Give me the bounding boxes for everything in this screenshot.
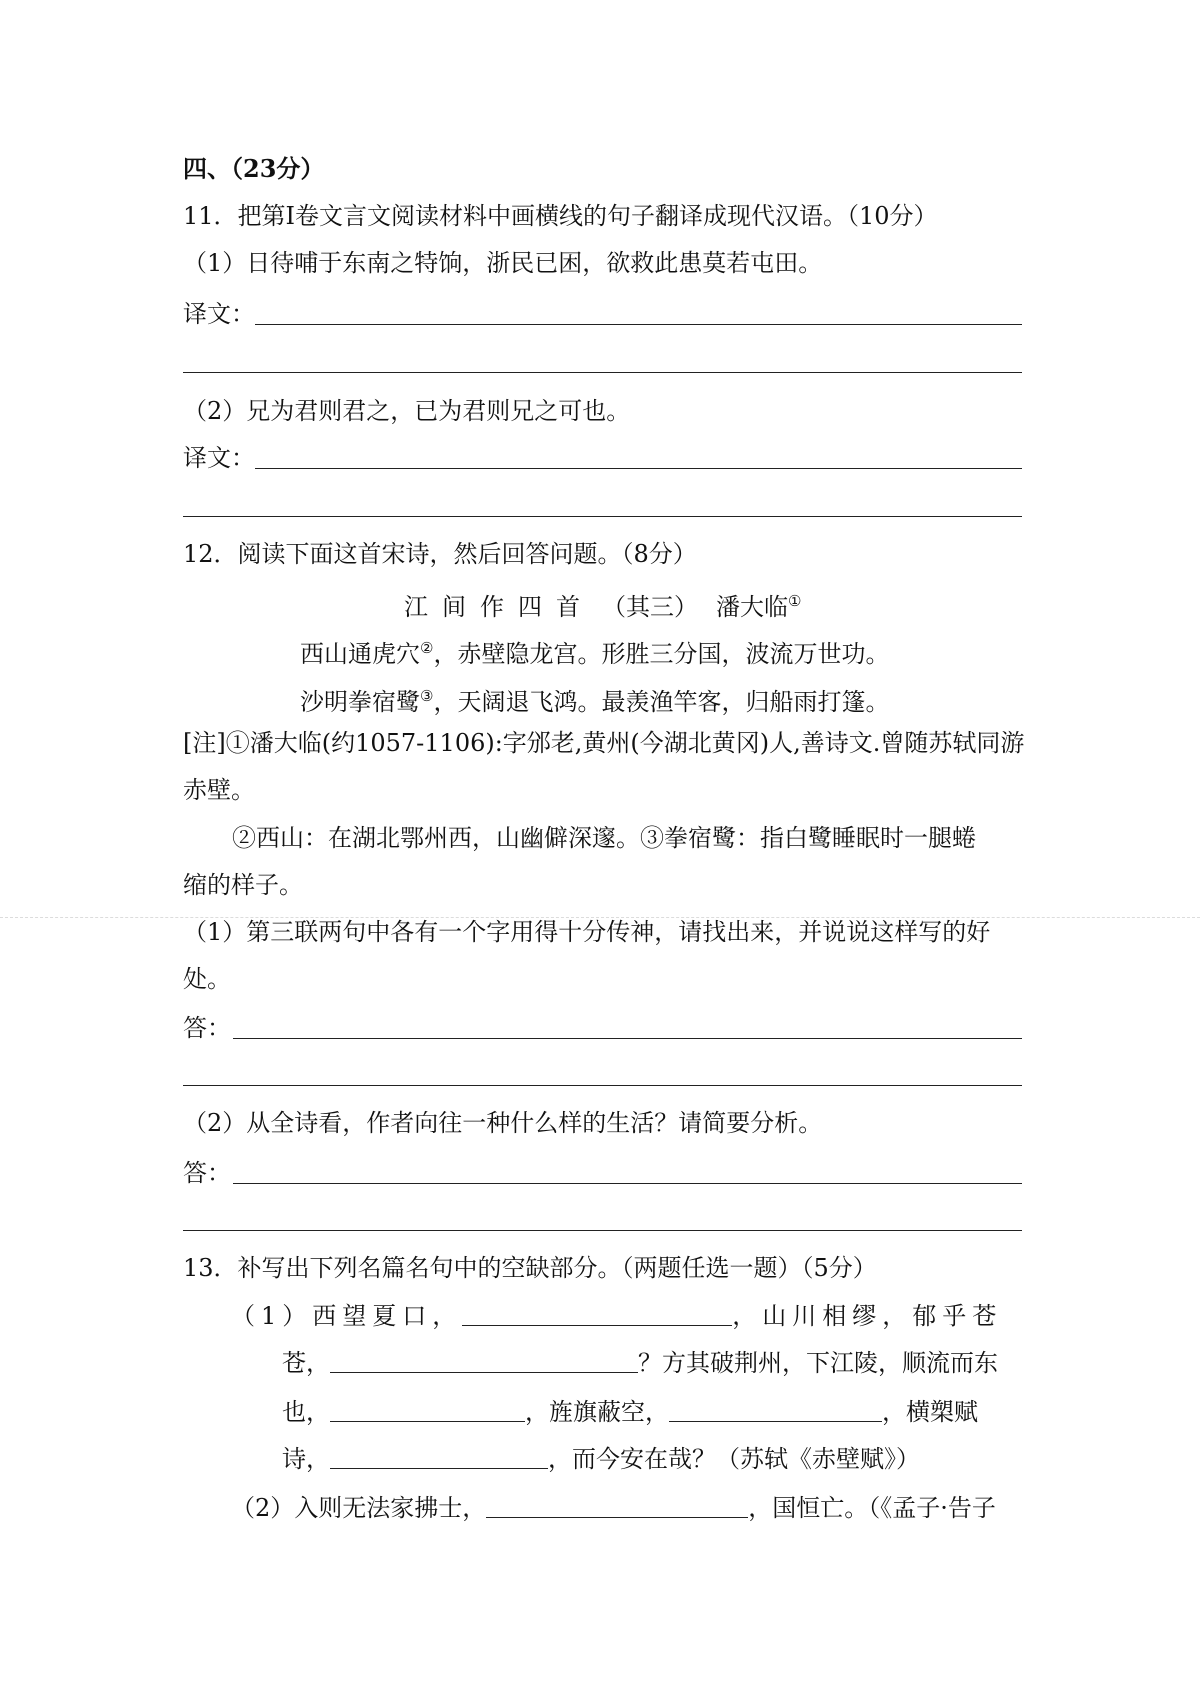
q13-text: 也， (282, 1398, 330, 1426)
blank-line (330, 1397, 525, 1422)
blank-line (462, 1301, 732, 1326)
blank-line (330, 1348, 638, 1373)
q11-sentence-2: （2）兄为君则君之，已为君则兄之可也。 (183, 397, 631, 425)
note-1-cont: 赤壁。 (183, 776, 255, 804)
q13-text: ，横槊赋 (882, 1398, 978, 1426)
poem-title-char: 首 (556, 593, 580, 621)
poem-text: ，赤壁隐龙宫。形胜三分国，波流万世功。 (433, 640, 890, 668)
note-2: ②西山：在湖北鄂州西，山幽僻深邃。③拳宿鹭：指白鹭睡眠时一腿蜷 (232, 824, 976, 852)
q13-text: ，国恒亡。（《孟子·告子 (748, 1494, 996, 1522)
answer-line (183, 1085, 1022, 1086)
poem-line-2 (300, 680, 889, 718)
footnote-mark: ② (420, 639, 434, 657)
q13-text: ？方其破荆州，下江陵，顺流而东 (638, 1349, 998, 1377)
answer-line (255, 324, 1022, 325)
q11-translation-label-1: 译文： (183, 300, 255, 328)
answer-line (183, 516, 1022, 517)
q11-translation-label-2: 译文： (183, 444, 255, 472)
poem-author: 潘大临 (716, 593, 788, 621)
poem-title (404, 585, 801, 623)
footnote-mark: ① (788, 592, 802, 610)
q11-stem: 11．把第Ⅰ卷文言文阅读材料中画横线的句子翻译成现代汉语。（10分） (183, 202, 938, 230)
answer-line (233, 1038, 1022, 1039)
poem-line-1 (300, 632, 889, 670)
blank-line (330, 1444, 548, 1469)
q13-part-1-line-2 (282, 1347, 998, 1379)
poem-title-char: 作 (480, 593, 504, 621)
poem-title-char: 四 (518, 593, 542, 621)
q12-sub-2: （2）从全诗看，作者向往一种什么样的生活？请简要分析。 (183, 1109, 823, 1137)
q11-sentence-1: （1）日待哺于东南之特饷，浙民已困，欲救此患莫若屯田。 (183, 249, 823, 277)
blank-line (486, 1493, 748, 1518)
answer-line (233, 1183, 1022, 1184)
q13-stem: 13．补写出下列名篇名句中的空缺部分。（两题任选一题）（5分） (183, 1254, 877, 1282)
poem-text: 沙明拳宿鹭 (300, 688, 420, 716)
answer-line (183, 372, 1022, 373)
blank-line (669, 1397, 882, 1422)
answer-label: 答： (183, 1159, 231, 1187)
q13-text: （2）入则无法家拂士， (231, 1494, 487, 1522)
poem-subtitle: （其三） (602, 593, 698, 621)
footnote-mark: ③ (420, 687, 434, 705)
q13-part-1-line-4 (282, 1443, 920, 1475)
q13-text: 诗， (282, 1445, 330, 1473)
q13-part-2 (231, 1492, 996, 1524)
q12-stem: 12．阅读下面这首宋诗，然后回答问题。（8分） (183, 540, 697, 568)
poem-title-char: 间 (442, 593, 466, 621)
q12-sub-1-cont: 处。 (183, 965, 231, 993)
note-2-cont: 缩的样子。 (183, 871, 303, 899)
q13-text: ，旌旗蔽空， (525, 1398, 669, 1426)
section-title: 四、（23分） (183, 154, 325, 183)
answer-line (183, 1230, 1022, 1231)
q13-text: ，而今安在哉？（苏轼《赤壁赋》） (548, 1445, 920, 1473)
answer-label: 答： (183, 1014, 231, 1042)
poem-text: ，天阔退飞鸿。最羡渔竿客，归船雨打篷。 (433, 688, 890, 716)
q13-part-1-line-3 (282, 1396, 978, 1428)
note-1: [注]①潘大临(约1057-1106):字邠老,黄州(今湖北黄冈)人,善诗文.曾随苏轼同游 (183, 729, 1025, 757)
q13-part-1-line-1 (231, 1300, 1002, 1332)
q13-text: 苍， (282, 1349, 330, 1377)
poem-title-char: 江 (404, 593, 428, 621)
q13-text: ，山川相缪，郁乎苍 (732, 1302, 1003, 1330)
answer-line (255, 468, 1022, 469)
q12-sub-1: （1）第三联两句中各有一个字用得十分传神，请找出来，并说说这样写的好 (183, 918, 991, 946)
q13-text: （1）西望夏口， (231, 1302, 463, 1330)
poem-text: 西山通虎穴 (300, 640, 420, 668)
